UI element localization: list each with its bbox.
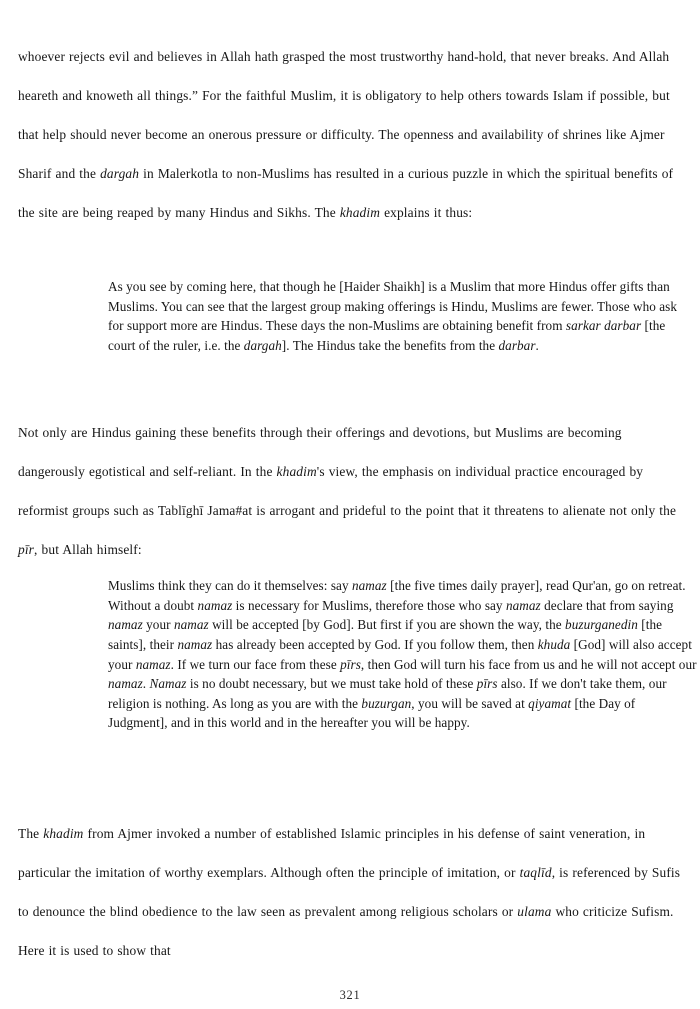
page-number: 321 xyxy=(339,988,361,1002)
block-quote: As you see by coming here, that though he [Haider Shaikh] is a Muslim that more Hindus offer gifts than Muslims. You can see that the largest group making offerings is Hindu, Muslims are fewer. Those who ask for support more are Hindus. These days the non-Muslims are obtaining benefit from sarkar darbar [the court of the ruler, i.e. the dargah]. The Hindus take the benefits from the darbar. xyxy=(108,279,678,353)
block-quote: Muslims think they can do it themselves: say namaz [the five times daily prayer], read Qur'an, go on retreat. Without a doubt namaz is necessary for Muslims, therefore those who say namaz declare that from saying namaz your namaz will be accepted [by God]. But first if you are shown the way, the buzurganedin [the saints], their namaz has already been accepted by God. If you follow them, then khuda [God] will also accept your namaz. If we turn our face from these pīrs, then God will turn his face from us and he will not accept our namaz. Namaz is no doubt necessary, but we must take hold of these pīrs also. If we don't take them, our religion is nothing. As long as you are with the buzurgan, you will be saved at qiyamat [the Day of Judgment], and in this world and in the hereafter you will be happy. xyxy=(108,578,697,731)
body-paragraph: whoever rejects evil and believes in Allah hath grasped the most trustworthy hand-hold, that never breaks. And Allah heareth and knoweth all things.” For the faithful Muslim, it is obligatory to help others towards Islam if possible, but that help should never become an onerous pressure or difficulty. The openness and availability of shrines like Ajmer Sharif and the dargah in Malerkotla to non-Muslims has resulted in a curious puzzle in which the spiritual benefits of the site are being reaped by many Hindus and Sikhs. The khadim explains it thus: xyxy=(18,49,674,221)
body-paragraph: Not only are Hindus gaining these benefits through their offerings and devotions, but Muslims are becoming dangerously egotistical and self-reliant. In the khadim's view, the emphasis on individual practice encouraged by reformist groups such as Tablīghī Jama#at is arrogant and prideful to the point that it threatens to alienate not only the pīr, but Allah himself: xyxy=(18,425,677,558)
body-paragraph: The khadim from Ajmer invoked a number of established Islamic principles in his defense of saint veneration, in particular the imitation of worthy exemplars. Although often the principle of imitation, or taqlīd, is referenced by Sufis to denounce the blind obedience to the law seen as prevalent among religious scholars or ulama who criticize Sufism. Here it is used to show that xyxy=(18,826,681,959)
